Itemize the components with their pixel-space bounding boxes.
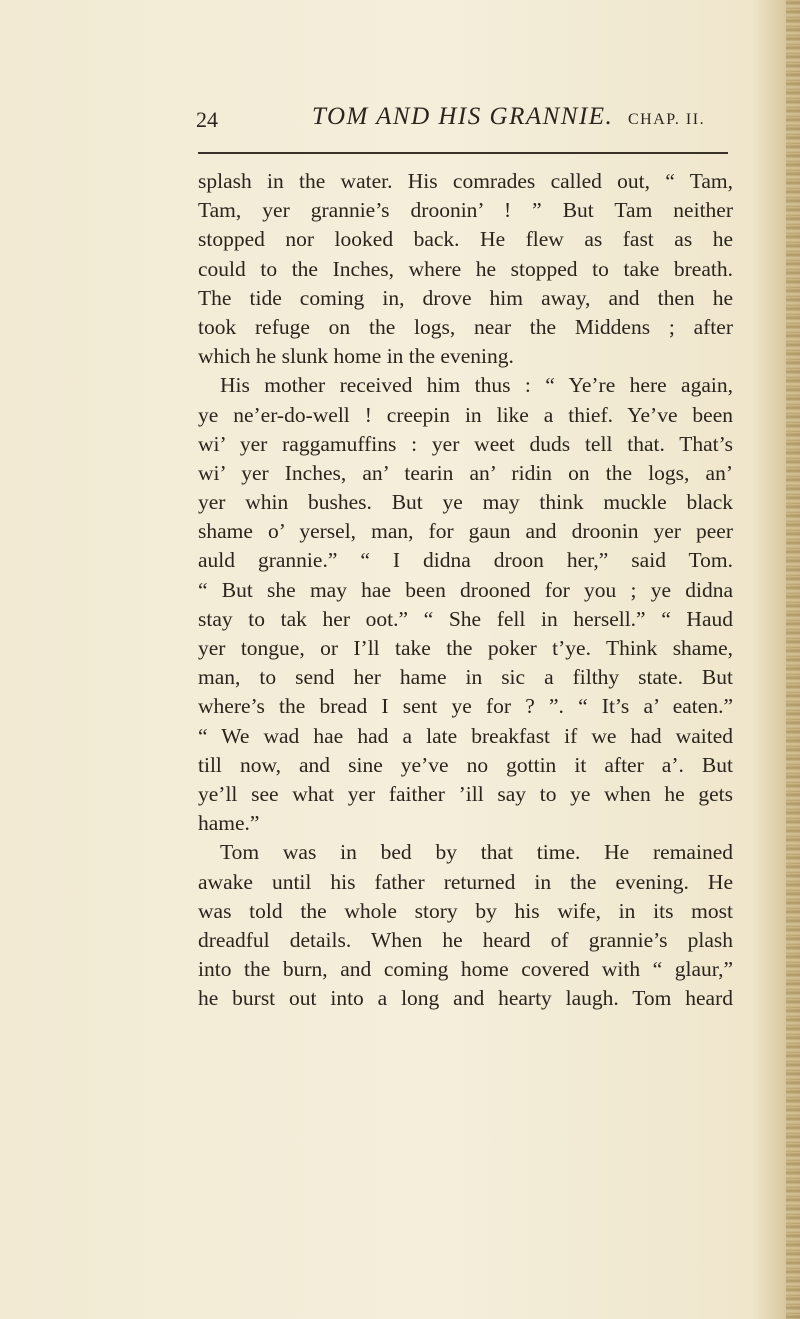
text-line: yer whin bushes. But ye may think muckle black bbox=[198, 490, 733, 515]
text-line: yer tongue, or I’ll take the poker t’ye. Think shame, bbox=[198, 636, 733, 660]
text-line: into the burn, and coming home covered with “ glaur,” bbox=[198, 957, 733, 982]
text-line: wi’ yer Inches, an’ tearin an’ ridin on the logs, an’ bbox=[198, 460, 733, 485]
text-line: splash in the water. His comrades called out, “ Tam, bbox=[198, 169, 733, 193]
text-line: stay to tak her oot.” “ She fell in hersell.” “ Haud bbox=[198, 606, 733, 631]
text-line: Tam, yer grannie’s droonin’ ! ” But Tam neither bbox=[198, 198, 733, 223]
chapter-label: CHAP. II. bbox=[628, 111, 706, 128]
text-line: awake until his father returned in the evening. He bbox=[198, 869, 733, 894]
header-rule bbox=[198, 152, 728, 154]
text-line: he burst out into a long and hearty laugh. Tom heard bbox=[198, 986, 733, 1011]
text-line: man, to send her hame in sic a filthy state. But bbox=[198, 665, 733, 690]
text-line: could to the Inches, where he stopped to take breath. bbox=[198, 256, 733, 281]
text-line: “ But she may hae been drooned for you ; ye didna bbox=[198, 577, 733, 602]
text-line: stopped nor looked back. He flew as fast as he bbox=[198, 227, 733, 252]
text-line: was told the whole story by his wife, in its most bbox=[198, 898, 733, 923]
text-line: ye ne’er-do-well ! creepin in like a thief. Ye’ve been bbox=[198, 402, 733, 427]
text-line: which he slunk home in the evening. bbox=[198, 344, 514, 369]
text-line: His mother received him thus : “ Ye’re here again, bbox=[220, 373, 733, 398]
text-line: auld grannie.” “ I didna droon her,” said Tom. bbox=[198, 548, 733, 573]
running-header bbox=[196, 103, 736, 139]
text-line: hame.” bbox=[198, 811, 260, 836]
page-edge bbox=[786, 0, 800, 1319]
text-line: took refuge on the logs, near the Middens ; after bbox=[198, 314, 733, 339]
running-title: TOM AND HIS GRANNIE. bbox=[312, 103, 614, 130]
text-line: ye’ll see what yer faither ’ill say to ye when he gets bbox=[198, 781, 733, 806]
text-line: Tom was in bed by that time. He remained bbox=[220, 840, 733, 865]
text-line: The tide coming in, drove him away, and then he bbox=[198, 285, 733, 310]
text-line: till now, and sine ye’ve no gottin it after a’. But bbox=[198, 752, 733, 777]
text-line: dreadful details. When he heard of grannie’s plash bbox=[198, 927, 733, 952]
text-line: shame o’ yersel, man, for gaun and droonin yer peer bbox=[198, 519, 733, 544]
text-line: where’s the bread I sent ye for ? ”. “ It’s a’ eaten.” bbox=[198, 694, 733, 719]
page-number: 24 bbox=[196, 107, 218, 132]
body-text bbox=[198, 167, 733, 1013]
text-line: “ We wad hae had a late breakfast if we had waited bbox=[198, 723, 733, 748]
text-line: wi’ yer raggamuffins : yer weet duds tell that. That’s bbox=[198, 431, 733, 456]
